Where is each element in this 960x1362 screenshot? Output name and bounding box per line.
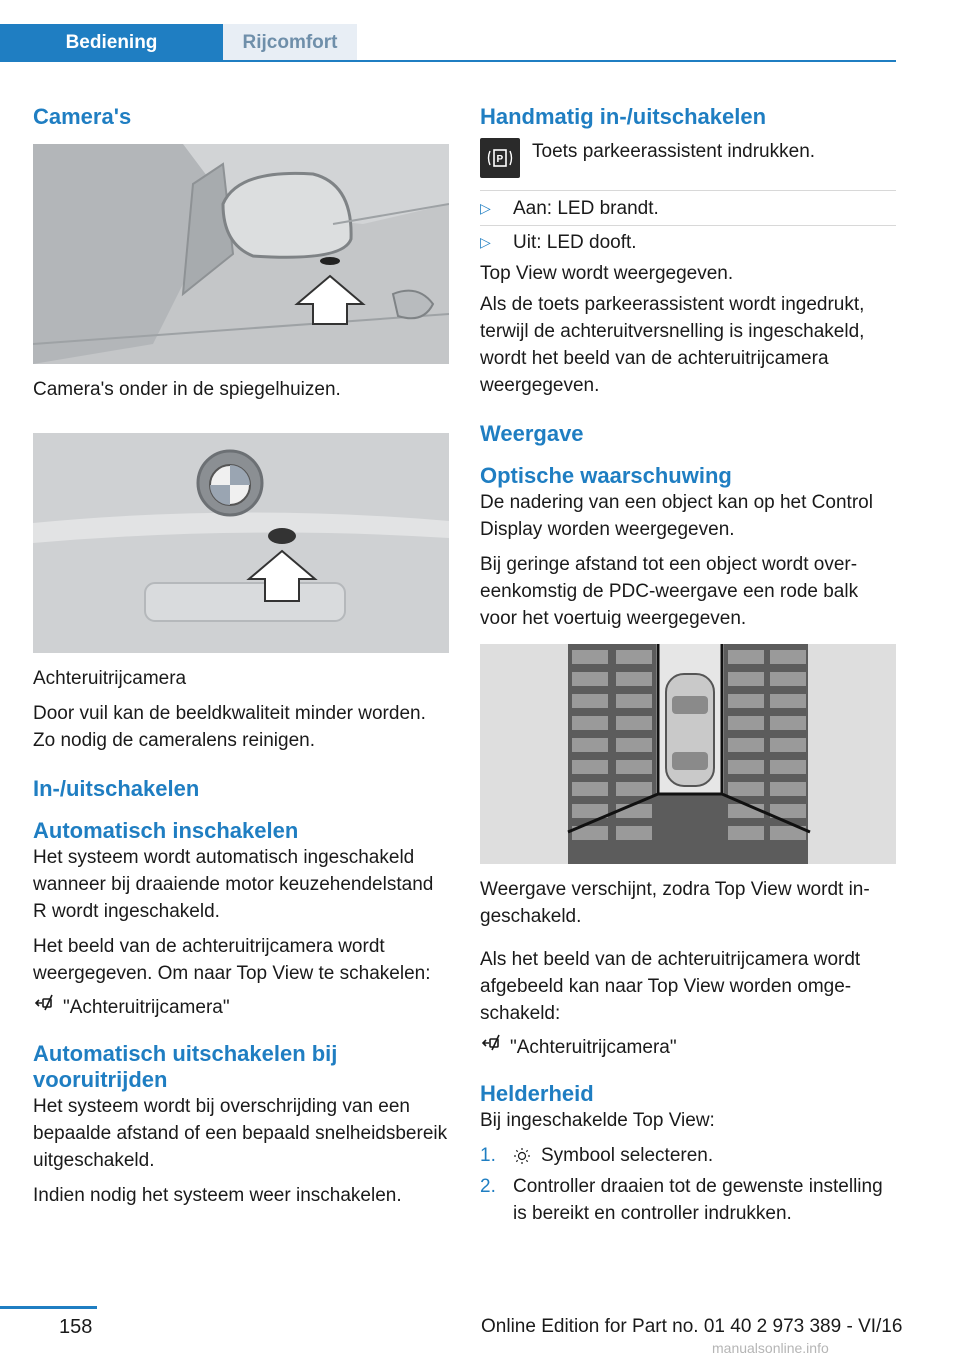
step-text: Symbool selecteren. [541, 1145, 714, 1166]
rear-camera-figure [33, 433, 449, 653]
list-item [480, 195, 896, 226]
optical-heading: Optische waarschuwing [480, 463, 732, 488]
brightness-intro: Bij ingeschakelde Top View: [480, 1110, 715, 1131]
auto-on-text: Het systeem wordt automatisch ingeschakeld wanneer bij draaiende motor keuzehendelstand R wordt ingeschakeld. [33, 847, 434, 922]
top-view-figure [480, 644, 896, 864]
mirror-camera-figure [33, 144, 449, 364]
page-number: 158 [59, 1316, 93, 1338]
auto-off-heading: Automatisch uitschakelen bij vooruitrijden [33, 1041, 338, 1092]
brightness-heading: Helderheid [480, 1081, 594, 1106]
triangle-bullet-icon: ▷ [480, 234, 491, 250]
watermark: manualsonline.info [712, 1340, 829, 1356]
reverse-text: Als de toets parkeerassistent wordt ingedrukt, terwijl de achteruitversnelling is ingeschakeld, wordt het beeld van de achteruitrijcamera weergegeven. [480, 294, 865, 396]
rear-cam-text: Als het beeld van de achteruitrijcamera wordt afgebeeld kan naar Top View worden omgeschakeld: [480, 949, 861, 1024]
step-number: 2. [480, 1176, 496, 1197]
manual-heading: Handmatig in-/uitschakelen [480, 104, 767, 129]
right-column [480, 96, 896, 1227]
dirt-note: Door vuil kan de beeldkwaliteit minder worden. Zo nodig de cameralens reinigen. [33, 703, 426, 751]
list-item [480, 226, 896, 256]
bullet-text: Aan: LED brandt. [513, 198, 659, 219]
button-instruction [480, 138, 896, 178]
edition-note: Online Edition for Part no. 01 40 2 973 389 - VI/16 [481, 1316, 903, 1337]
list-item [480, 1142, 896, 1169]
auto-on-heading: Automatisch inschakelen [33, 818, 299, 843]
park-assist-button-icon [480, 138, 520, 178]
fig1-caption: Camera's onder in de spiegelhuizen. [33, 379, 341, 400]
rear-camera-icon [480, 1033, 510, 1061]
menu-item-label: "Achteruitrijcamera" [63, 996, 230, 1018]
chapter-tabs [0, 0, 896, 62]
list-item [480, 1173, 896, 1227]
bullet-text: Uit: LED dooft. [513, 232, 637, 253]
step-number: 1. [480, 1145, 496, 1166]
display-heading: Weergave [480, 421, 584, 446]
fig3-caption: Weergave verschijnt, zodra Top View wordt ingeschakeld. [480, 879, 870, 927]
auto-off-text2: Indien nodig het systeem weer inschakelen. [33, 1185, 402, 1206]
tab-underline [0, 60, 896, 62]
rear-camera-icon [33, 993, 63, 1021]
svg-text:P: P [496, 154, 504, 165]
footer-rule [0, 1306, 97, 1309]
led-list [480, 190, 896, 256]
tab-bediening[interactable]: Bediening [0, 24, 223, 62]
auto-on-text2: Het beeld van de achteruitrijcamera wordt weergegeven. Om naar Top View te schakelen: [33, 936, 431, 984]
step-text: Controller draaien tot de gewenste instelling is bereikt en controller indrukken. [513, 1176, 883, 1224]
cameras-heading: Camera's [33, 104, 132, 129]
fig2-caption: Achteruitrijcamera [33, 668, 187, 689]
tab-rijcomfort[interactable]: Rijcomfort [223, 24, 357, 62]
auto-off-text: Het systeem wordt bij overschrijding van een bepaalde afstand of een bepaald snelheidsbereik uitgeschakeld. [33, 1096, 448, 1171]
optical-text2: Bij geringe afstand tot een object wordt overeenkomstig de PDC-weergave een rode balk voor het voertuig weergegeven. [480, 554, 859, 629]
menu-path-right [480, 1033, 896, 1061]
menu-item-label: "Achteruitrijcamera" [510, 1036, 677, 1058]
brightness-steps [480, 1142, 896, 1227]
topview-text: Top View wordt weergegeven. [480, 263, 734, 284]
sun-icon [513, 1142, 541, 1169]
menu-path-left [33, 993, 449, 1021]
button-text: Toets parkeerassistent indrukken. [532, 141, 816, 162]
left-column [33, 96, 449, 1209]
optical-text: De nadering van een object kan op het Control Display worden weergegeven. [480, 492, 873, 540]
triangle-bullet-icon: ▷ [480, 200, 491, 216]
onoff-heading: In-/uitschakelen [33, 776, 200, 801]
